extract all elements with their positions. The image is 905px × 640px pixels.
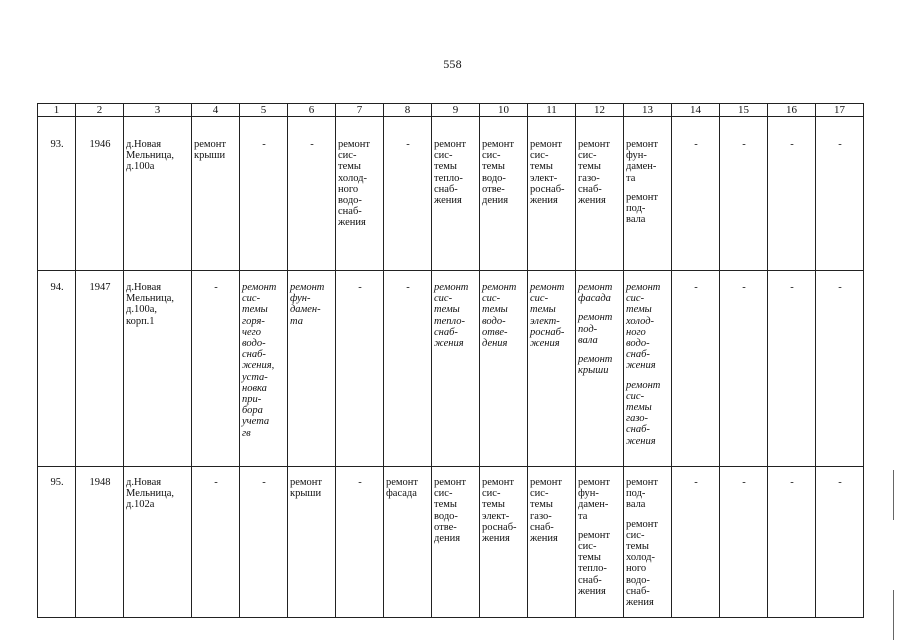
cell-text: 95. xyxy=(50,477,64,488)
column-number-cell: 16 xyxy=(768,104,816,117)
cell-text: - xyxy=(742,139,746,150)
cell-text: ремонт сис- темы холод- ного водо- снаб- жения xyxy=(626,282,661,372)
table-cell xyxy=(336,117,384,271)
cell-text: ремонт под- вала xyxy=(626,477,659,511)
cell-text: 93. xyxy=(50,139,64,150)
cell-text: ремонт сис- темы водо- отве- дения xyxy=(482,139,515,207)
cell-text: - xyxy=(358,282,362,293)
table-cell xyxy=(124,271,192,467)
table-cell xyxy=(576,467,624,618)
table-cell xyxy=(124,467,192,618)
column-number-cell: 7 xyxy=(336,104,384,117)
table-cell xyxy=(192,271,240,467)
cell-text: ремонт сис- темы элект- роснаб- жения xyxy=(482,477,517,545)
cell-text: - xyxy=(358,477,362,488)
table-cell xyxy=(432,467,480,618)
cell-text: ремонт сис- темы тепло- снаб- жения xyxy=(434,282,469,350)
table-cell xyxy=(384,117,432,271)
column-number-cell: 12 xyxy=(576,104,624,117)
table-cell xyxy=(240,467,288,618)
cell-text: ремонт фасада xyxy=(578,282,613,305)
table-cell xyxy=(576,271,624,467)
cell-text: ремонт сис- темы горя- чего водо- снаб- жения, уста- новка при- бора учета гв xyxy=(242,282,277,439)
table-cell xyxy=(288,271,336,467)
table-cell xyxy=(720,271,768,467)
column-number-cell: 14 xyxy=(672,104,720,117)
cell-text: ремонт крыши xyxy=(290,477,323,500)
table-cell xyxy=(528,467,576,618)
cell-text: ремонт сис- темы тепло- снаб- жения xyxy=(434,139,467,207)
cell-text: ремонт сис- темы водо- отве- дения xyxy=(434,477,467,545)
table-cell xyxy=(480,271,528,467)
cell-text: ремонт под- вала xyxy=(626,191,659,226)
cell-text: ремонт сис- темы газо- снаб- жения xyxy=(578,139,611,207)
cell-text: - xyxy=(694,139,698,150)
cell-text: ремонт сис- темы водо- отве- дения xyxy=(482,282,517,350)
cell-text: - xyxy=(262,477,266,488)
table-cell xyxy=(192,117,240,271)
column-number-cell: 17 xyxy=(816,104,864,117)
cell-text: - xyxy=(214,477,218,488)
cell-text: ремонт фун- дамен- та xyxy=(578,477,611,522)
table-cell xyxy=(768,117,816,271)
table-row xyxy=(38,117,864,271)
scan-edge-mark xyxy=(893,590,894,640)
table-cell xyxy=(288,117,336,271)
cell-text: ремонт сис- темы газо- снаб- жения xyxy=(626,379,661,447)
scan-edge-mark xyxy=(893,470,894,520)
table-cell xyxy=(816,117,864,271)
table-cell xyxy=(624,467,672,618)
capital-repair-table xyxy=(37,103,864,618)
table-cell xyxy=(38,271,76,467)
cell-text: - xyxy=(310,139,314,150)
table-cell xyxy=(672,117,720,271)
table-cell xyxy=(38,117,76,271)
table-cell xyxy=(720,467,768,618)
table-cell xyxy=(816,271,864,467)
cell-text: ремонт фун- дамен- та xyxy=(290,282,325,327)
column-number-cell: 3 xyxy=(124,104,192,117)
table-cell xyxy=(384,467,432,618)
column-number-cell: 8 xyxy=(384,104,432,117)
cell-text: - xyxy=(742,282,746,293)
table-cell xyxy=(76,467,124,618)
table-cell xyxy=(528,271,576,467)
cell-text: - xyxy=(406,139,410,150)
cell-text: - xyxy=(406,282,410,293)
column-number-cell: 10 xyxy=(480,104,528,117)
cell-text: - xyxy=(694,477,698,488)
cell-text: - xyxy=(790,477,794,488)
column-number-cell: 9 xyxy=(432,104,480,117)
cell-text: ремонт сис- темы газо- снаб- жения xyxy=(530,477,563,545)
cell-text: - xyxy=(838,282,842,293)
table-cell xyxy=(288,467,336,618)
cell-text: ремонт крыши xyxy=(194,139,227,162)
table-cell xyxy=(240,117,288,271)
cell-text: - xyxy=(214,282,218,293)
cell-text: ремонт сис- темы тепло- снаб- жения xyxy=(578,529,611,597)
table-cell xyxy=(576,117,624,271)
column-number-cell: 6 xyxy=(288,104,336,117)
table-cell xyxy=(816,467,864,618)
column-number-cell: 1 xyxy=(38,104,76,117)
cell-text: - xyxy=(790,139,794,150)
cell-text: 1948 xyxy=(89,477,111,488)
table-cell xyxy=(720,117,768,271)
column-number-cell: 15 xyxy=(720,104,768,117)
cell-text: - xyxy=(790,282,794,293)
table-cell xyxy=(240,271,288,467)
table-cell xyxy=(528,117,576,271)
table-cell xyxy=(480,117,528,271)
table-cell xyxy=(76,271,124,467)
table-cell xyxy=(672,467,720,618)
cell-text: 1947 xyxy=(89,282,111,293)
cell-text: ремонт сис- темы элект- роснаб- жения xyxy=(530,139,565,207)
cell-text: ремонт сис- темы холод- ного водо- снаб- жения xyxy=(626,518,659,609)
cell-text: ремонт крыши xyxy=(578,354,613,377)
table-cell xyxy=(432,271,480,467)
column-number-cell: 11 xyxy=(528,104,576,117)
header-row xyxy=(38,104,864,117)
cell-text: д.Новая Мельница, д.102а xyxy=(126,477,175,511)
cell-text: ремонт сис- темы элект- роснаб- жения xyxy=(530,282,565,350)
table-cell xyxy=(384,271,432,467)
table-cell xyxy=(192,467,240,618)
table-cell xyxy=(38,467,76,618)
table-cell xyxy=(336,271,384,467)
table-cell xyxy=(432,117,480,271)
cell-text: - xyxy=(838,477,842,488)
table-body xyxy=(38,104,864,618)
table-cell xyxy=(768,271,816,467)
cell-text: д.Новая Мельница, д.100а xyxy=(126,139,175,173)
table-cell xyxy=(624,117,672,271)
cell-text: - xyxy=(742,477,746,488)
cell-text: - xyxy=(838,139,842,150)
cell-text: - xyxy=(262,139,266,150)
cell-text: - xyxy=(694,282,698,293)
column-number-cell: 2 xyxy=(76,104,124,117)
page-number: 558 xyxy=(443,57,462,71)
column-number-cell: 13 xyxy=(624,104,672,117)
table-cell xyxy=(76,117,124,271)
cell-text: д.Новая Мельница, д.100а, корп.1 xyxy=(126,282,175,327)
cell-text: 1946 xyxy=(89,139,111,150)
table-row xyxy=(38,467,864,618)
table-cell xyxy=(768,467,816,618)
cell-text: ремонт фасада xyxy=(386,477,419,500)
column-number-cell: 4 xyxy=(192,104,240,117)
table-row xyxy=(38,271,864,467)
cell-text: ремонт сис- темы холод- ного водо- снаб- жения xyxy=(338,139,371,229)
table-cell xyxy=(480,467,528,618)
cell-text: 94. xyxy=(50,282,64,293)
table-cell xyxy=(124,117,192,271)
cell-text: ремонт под- вала xyxy=(578,312,613,346)
table-cell xyxy=(624,271,672,467)
cell-text: ремонт фун- дамен- та xyxy=(626,139,659,184)
table-cell xyxy=(336,467,384,618)
column-number-cell: 5 xyxy=(240,104,288,117)
table-cell xyxy=(672,271,720,467)
